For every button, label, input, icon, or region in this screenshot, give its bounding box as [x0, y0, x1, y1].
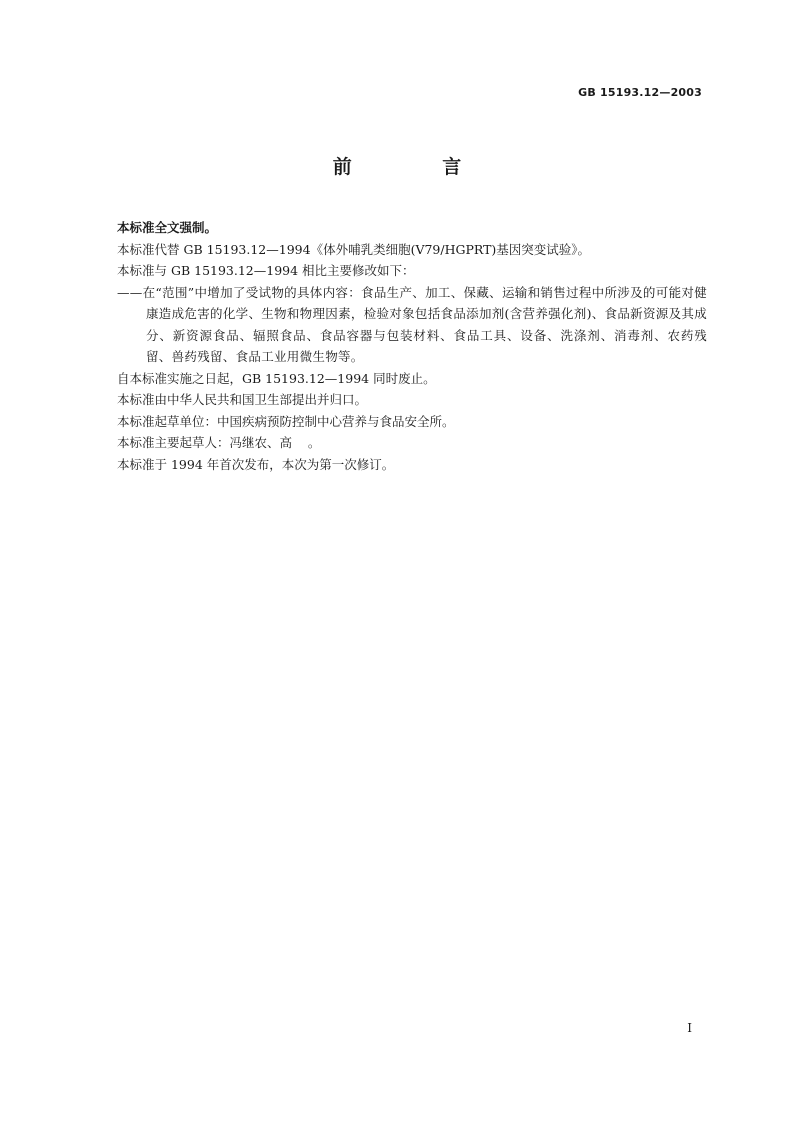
- page-number: I: [687, 1021, 692, 1035]
- proposer-statement: 本标准由中华人民共和国卫生部提出并归口。: [117, 392, 368, 407]
- drafting-unit-statement: 本标准起草单位：中国疾病预防控制中心营养与食品安全所。: [117, 413, 455, 429]
- mandatory-statement: 本标准全文强制。: [117, 220, 218, 235]
- document-body: [117, 217, 707, 475]
- drafters-statement: 本标准主要起草人：冯继农、高 。: [117, 435, 321, 450]
- standard-code: GB 15193.12—2003: [578, 86, 702, 99]
- abolishment-statement: 自本标准实施之日起，GB 15193.12—1994 同时废止。: [117, 370, 436, 386]
- replacement-statement: 本标准代替 GB 15193.12—1994《体外哺乳类细胞(V79/HGPRT)基因突变试验》。: [117, 241, 591, 257]
- changes-intro: 本标准与 GB 15193.12—1994 相比主要修改如下：: [117, 263, 415, 278]
- publication-history: 本标准于 1994 年首次发布，本次为第一次修订。: [117, 456, 395, 472]
- change-item: ——在“范围”中增加了受试物的具体内容：食品生产、加工、保藏、运输和销售过程中所涉及的可能对健康造成危害的化学、生物和物理因素，检验对象包括食品添加剂(含营养强化剂)、食品新资源及其成分、新资源食品、辐照食品、食品容器与包装材料、食品工具、设备、洗涤剂、消毒剂、农药残留、兽药残留、食品工业用微生物等。: [117, 284, 707, 364]
- page-title: 前 言: [332, 156, 504, 178]
